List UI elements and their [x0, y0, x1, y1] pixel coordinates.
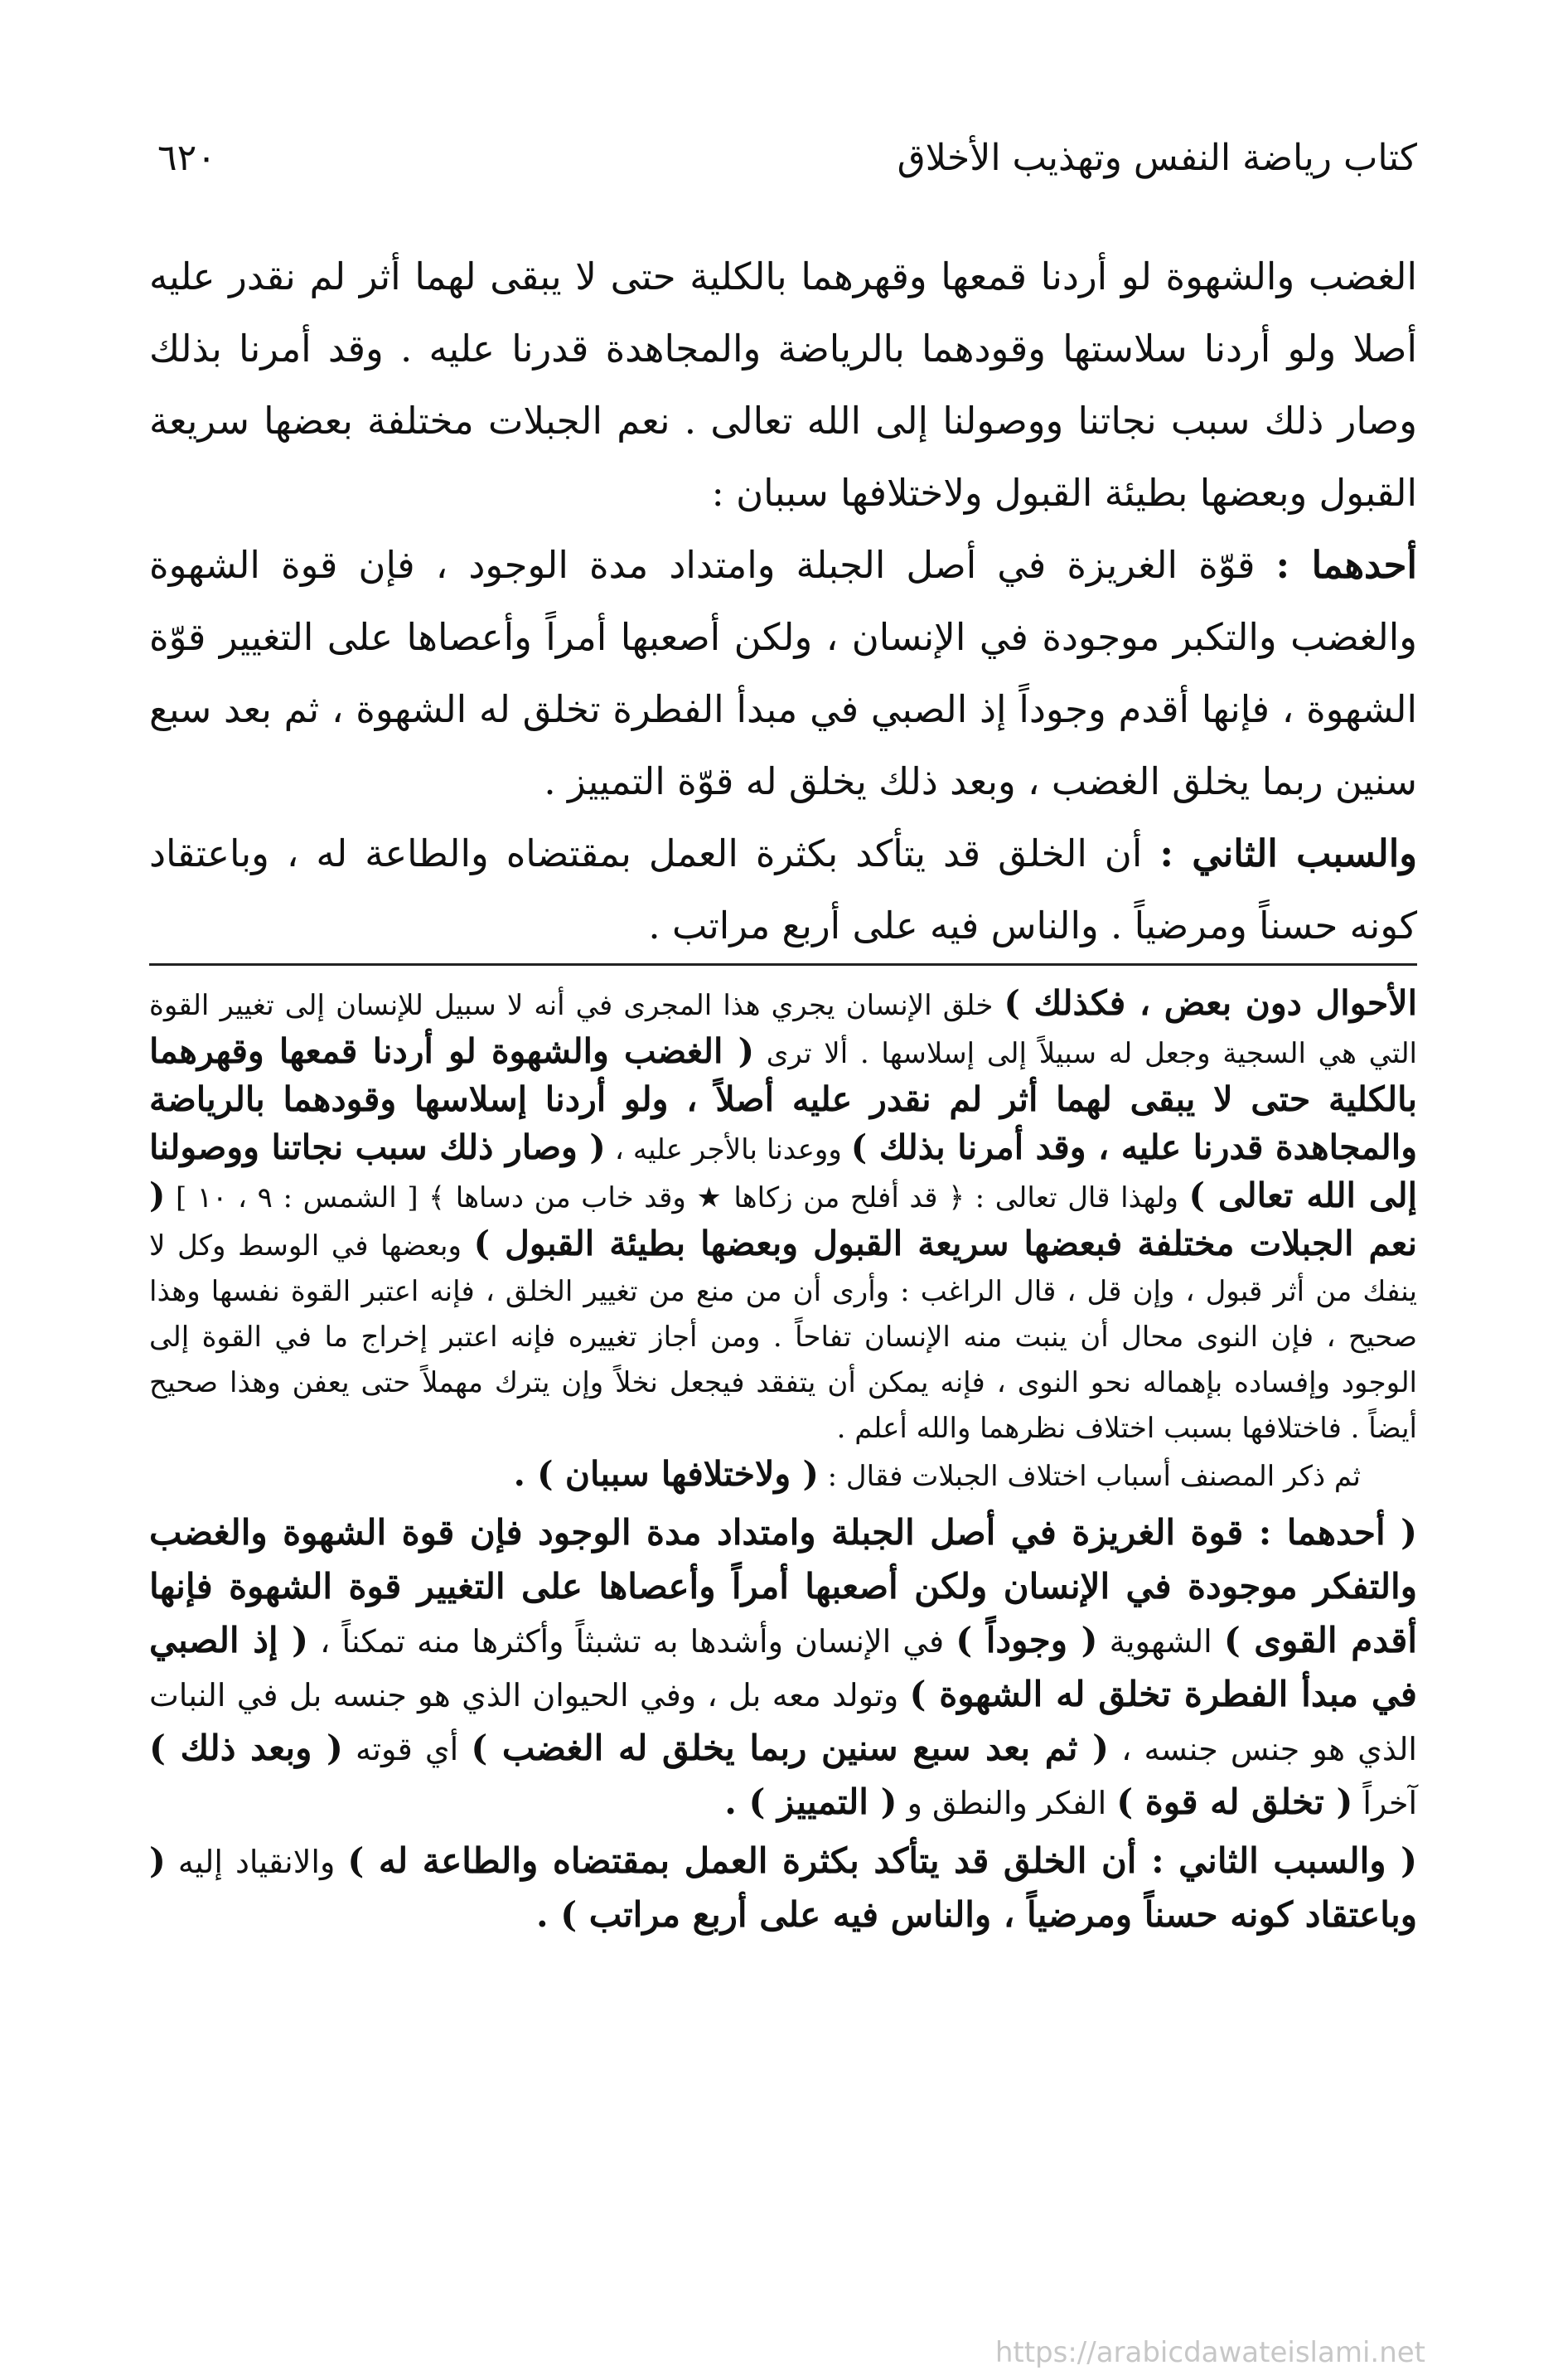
commentary-quote: ( وبعد ذلك ) [149, 1728, 343, 1768]
commentary-paragraph-1 [149, 981, 1417, 1452]
main-p1-text: الغضب والشهوة لو أردنا قمعها وقهرهما بالكلية حتى لا يبقى لهما أثر لم نقدر عليه أصلا ولو أردنا سلاستها وقودهما بالرياضة والمجاهدة قدرنا عليه . وقد أمرنا بذلك وصار ذلك سبب نجاتنا ووصولنا إلى الله تعالى . نعم الجبلات مختلفة بعضها سريعة القبول وبعضها بطيئة القبول ولاختلافها سببان : [149, 254, 1417, 515]
main-paragraph-1 [149, 240, 1417, 529]
commentary-quote: ( تخلق له قوة ) [1116, 1781, 1353, 1822]
commentary-text-run: الشهوية [1097, 1623, 1224, 1660]
page-number: ٦٢٠ [157, 136, 216, 179]
separator-rule [149, 963, 1417, 966]
main-p3-text: أن الخلق قد يتأكد بكثرة العمل بمقتضاه والطاعة له ، وباعتقاد كونه حسناً ومرضياً . والناس فيه على أربع مراتب . [149, 831, 1417, 948]
commentary-text-run: آخراً [1352, 1785, 1417, 1821]
commentary-paragraph-3 [149, 1506, 1417, 1830]
commentary-text-run: وبعضها في الوسط وكل لا ينفك من أثر قبول ، وإن قل ، قال الراغب : وأرى أن من منع من تغيير الخلق ، فإنه اعتبر القوة نفسها وهذا صحيح ، فإن النوى محال أن ينبت منه الإنسان تفاحاً . ومن أجاز تغييره فإنه اعتبر إخراج ما في القوة إلى الوجود وإفساده بإهماله نحو النوى ، فإنه يمكن أن يتفقد فيجعل نخلاً وإن يترك مهملاً حتى يعفن وهذا صحيح أيضاً . فاختلافها بسبب اختلاف نظرهما والله أعلم . [149, 1229, 1417, 1445]
commentary-paragraph-2 [149, 1452, 1417, 1500]
commentary-text [149, 981, 1417, 1942]
commentary-text-run: أي قوته [342, 1731, 472, 1767]
main-text [149, 240, 1417, 962]
commentary-quote: أن الخلق قد يتأكد بكثرة العمل بمقتضاه والطاعة له ) [347, 1840, 1137, 1881]
commentary-quote: ( إذ الصبي في مبدأ الفطرة تخلق له الشهوة ) [149, 1620, 1417, 1714]
commentary-quote: ( ثم بعد سبع سنين ربما يخلق له الغضب ) [471, 1728, 1109, 1768]
commentary-quote: ( نعم الجبلات مختلفة فبعضها سريعة القبول وبعضها بطيئة القبول ) [149, 1175, 1417, 1263]
commentary-text-run: وتولد معه بل ، وفي الحيوان الذي هو جنسه بل في النبات الذي هو جنس جنسه ، [149, 1677, 1417, 1767]
commentary-quote: ( وباعتقاد كونه حسناً ومرضياً ، والناس فيه على أربع مراتب ) . [149, 1840, 1417, 1935]
commentary-quote: الأحوال دون بعض ، فكذلك ) [1004, 983, 1417, 1023]
commentary-quote: ( الغضب والشهوة لو أردنا قمعها وقهرهما بالكلية حتى لا يبقى لهما أثر لم نقدر عليه أصلاً ، ولو أردنا إسلاسها وقودهما بالرياضة والمجاهدة قدرنا عليه ، وقد أمرنا بذلك ) [149, 1031, 1417, 1167]
commentary-text-run: ولهذا قال تعالى : ﴿ قد أفلح من زكاها ★ وقد خاب من دساها ﴾ [ الشمس : ٩ ، ١٠ ] [165, 1181, 1189, 1214]
running-header [157, 124, 1417, 191]
book-title: كتاب رياضة النفس وتهذيب الأخلاق [897, 136, 1417, 179]
main-p3-lead: والسبب الثاني : [1159, 831, 1417, 875]
commentary-paragraph-4 [149, 1835, 1417, 1942]
commentary-text-run: خلق الإنسان يجري هذا المجرى في أنه لا سبيل للإنسان إلى تغيير القوة التي هي السجية وجعل له سبيلاً إلى إسلاسها . ألا ترى [149, 989, 1417, 1070]
commentary-quote: ( وجوداً ) [956, 1620, 1098, 1660]
commentary-text-run: والانقياد إليه [165, 1844, 348, 1880]
main-paragraph-2 [149, 529, 1417, 817]
commentary-text-run: الفكر والنطق و [897, 1785, 1117, 1821]
commentary-text-run: في الإنسان وأشدها به تشبثاً وأكثرها منه تمكناً ، [308, 1623, 956, 1660]
commentary-quote: ( ولاختلافها سببان ) . [513, 1454, 819, 1494]
commentary-text-run: ثم ذكر المصنف أسباب اختلاف الجبلات فقال : [818, 1460, 1361, 1493]
watermark-url: https://arabicdawateislami.net [994, 2336, 1425, 2369]
main-paragraph-3 [149, 817, 1417, 962]
commentary-quote: ( وصار ذلك سبب نجاتنا ووصولنا إلى الله تعالى ) [149, 1127, 1417, 1215]
commentary-quote: ( أحدهما : قوة الغريزة في أصل الجبلة وامتداد مدة الوجود فإن قوة الشهوة والغضب والتفكر موجودة في الإنسان ولكن أصعبها أمراً وأعصاها على التغيير قوة الشهوة فإنها أقدم القوى ) [149, 1512, 1418, 1660]
commentary-quote: ( التمييز ) . [724, 1781, 898, 1822]
commentary-text-run: ووعدنا بالأجر عليه ، [605, 1133, 851, 1166]
main-p2-text: قوّة الغريزة في أصل الجبلة وامتداد مدة الوجود ، فإن قوة الشهوة والغضب والتكبر موجودة في الإنسان ، ولكن أصعبها أمراً وأعصاها على التغيير قوّة الشهوة ، فإنها أقدم وجوداً إذ الصبي في مبدأ الفطرة تخلق له الشهوة ، ثم بعد سبع سنين ربما يخلق الغضب ، وبعد ذلك يخلق له قوّة التمييز . [149, 543, 1417, 803]
main-p2-lead: أحدهما : [1275, 543, 1417, 587]
commentary-quote: ( والسبب الثاني : [1136, 1840, 1417, 1881]
